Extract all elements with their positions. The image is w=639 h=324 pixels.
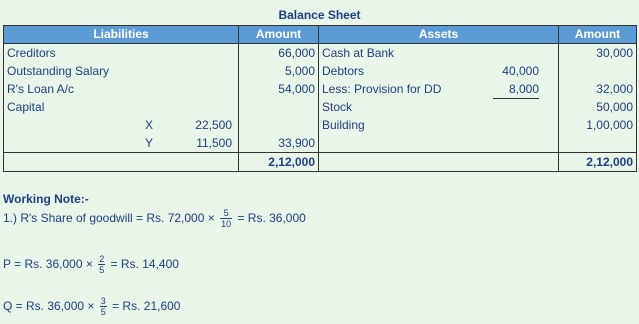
- provision-label: Less: Provision for DD: [322, 82, 442, 96]
- goodwill-fraction: [220, 208, 232, 229]
- table-row: [4, 62, 637, 80]
- outstanding-salary-label: Outstanding Salary: [4, 62, 239, 80]
- p-fraction: [98, 254, 105, 275]
- outstanding-salary-amount: 5,000: [239, 62, 319, 80]
- table-row: [4, 80, 637, 98]
- p-numerator: 2: [99, 254, 105, 265]
- net-debtors-amount: 32,000: [559, 80, 637, 98]
- q-denominator: 5: [100, 307, 106, 318]
- debtors-amount: 40,000: [502, 64, 539, 78]
- debtors-label: Debtors: [322, 64, 365, 78]
- loan-amount: 54,000: [239, 80, 319, 98]
- goodwill-numerator: 5: [220, 208, 232, 219]
- q-share-text: Q = Rs. 36,000 ×: [3, 299, 95, 313]
- cash-amount: 30,000: [559, 44, 637, 63]
- p-share-result: = Rs. 14,400: [110, 257, 179, 271]
- liabilities-header: Liabilities: [4, 26, 239, 44]
- building-label: Building: [319, 116, 559, 134]
- p-denominator: 5: [99, 265, 105, 276]
- assets-header: Assets: [319, 26, 559, 44]
- table-row: [4, 98, 637, 116]
- stock-amount: 50,000: [559, 98, 637, 116]
- cash-label: Cash at Bank: [319, 44, 559, 63]
- p-share-text: P = Rs. 36,000 ×: [3, 257, 93, 271]
- q-fraction: [100, 296, 107, 317]
- total-assets: 2,12,000: [559, 153, 637, 172]
- partner-y-amount: 11,500: [196, 136, 232, 150]
- creditors-amount: 66,000: [239, 44, 319, 63]
- goodwill-share-text: 1.) R's Share of goodwill = Rs. 72,000 ×: [3, 211, 215, 225]
- building-amount: 1,00,000: [559, 116, 637, 134]
- creditors-label: Creditors: [4, 44, 239, 63]
- q-numerator: 3: [100, 296, 106, 307]
- provision-amount: 8,000: [493, 80, 539, 99]
- q-share-result: = Rs. 21,600: [112, 299, 181, 313]
- capital-total-amount: 33,900: [239, 134, 319, 153]
- header-row: [4, 26, 637, 44]
- working-note-heading: Working Note:-: [3, 192, 89, 206]
- partner-x-amount: 22,500: [195, 118, 232, 132]
- goodwill-share-line: [3, 206, 306, 230]
- q-share-line: [3, 294, 180, 318]
- total-row: [4, 153, 637, 172]
- amount-header-right: Amount: [559, 26, 637, 44]
- total-liabilities: 2,12,000: [239, 153, 319, 172]
- goodwill-denominator: 10: [221, 219, 232, 230]
- stock-label: Stock: [319, 98, 559, 116]
- table-row: [4, 134, 637, 153]
- goodwill-share-result: = Rs. 36,000: [237, 211, 306, 225]
- table-row: [4, 116, 637, 134]
- partner-x-label: X: [145, 118, 154, 132]
- partner-y-label: Y: [145, 136, 154, 150]
- capital-label: Capital: [4, 98, 239, 116]
- page-title: Balance Sheet: [278, 8, 361, 22]
- table-row: [4, 44, 637, 63]
- balance-sheet-table: [3, 25, 637, 172]
- p-share-line: [3, 252, 179, 276]
- loan-label: R's Loan A/c: [4, 80, 239, 98]
- amount-header-left: Amount: [239, 26, 319, 44]
